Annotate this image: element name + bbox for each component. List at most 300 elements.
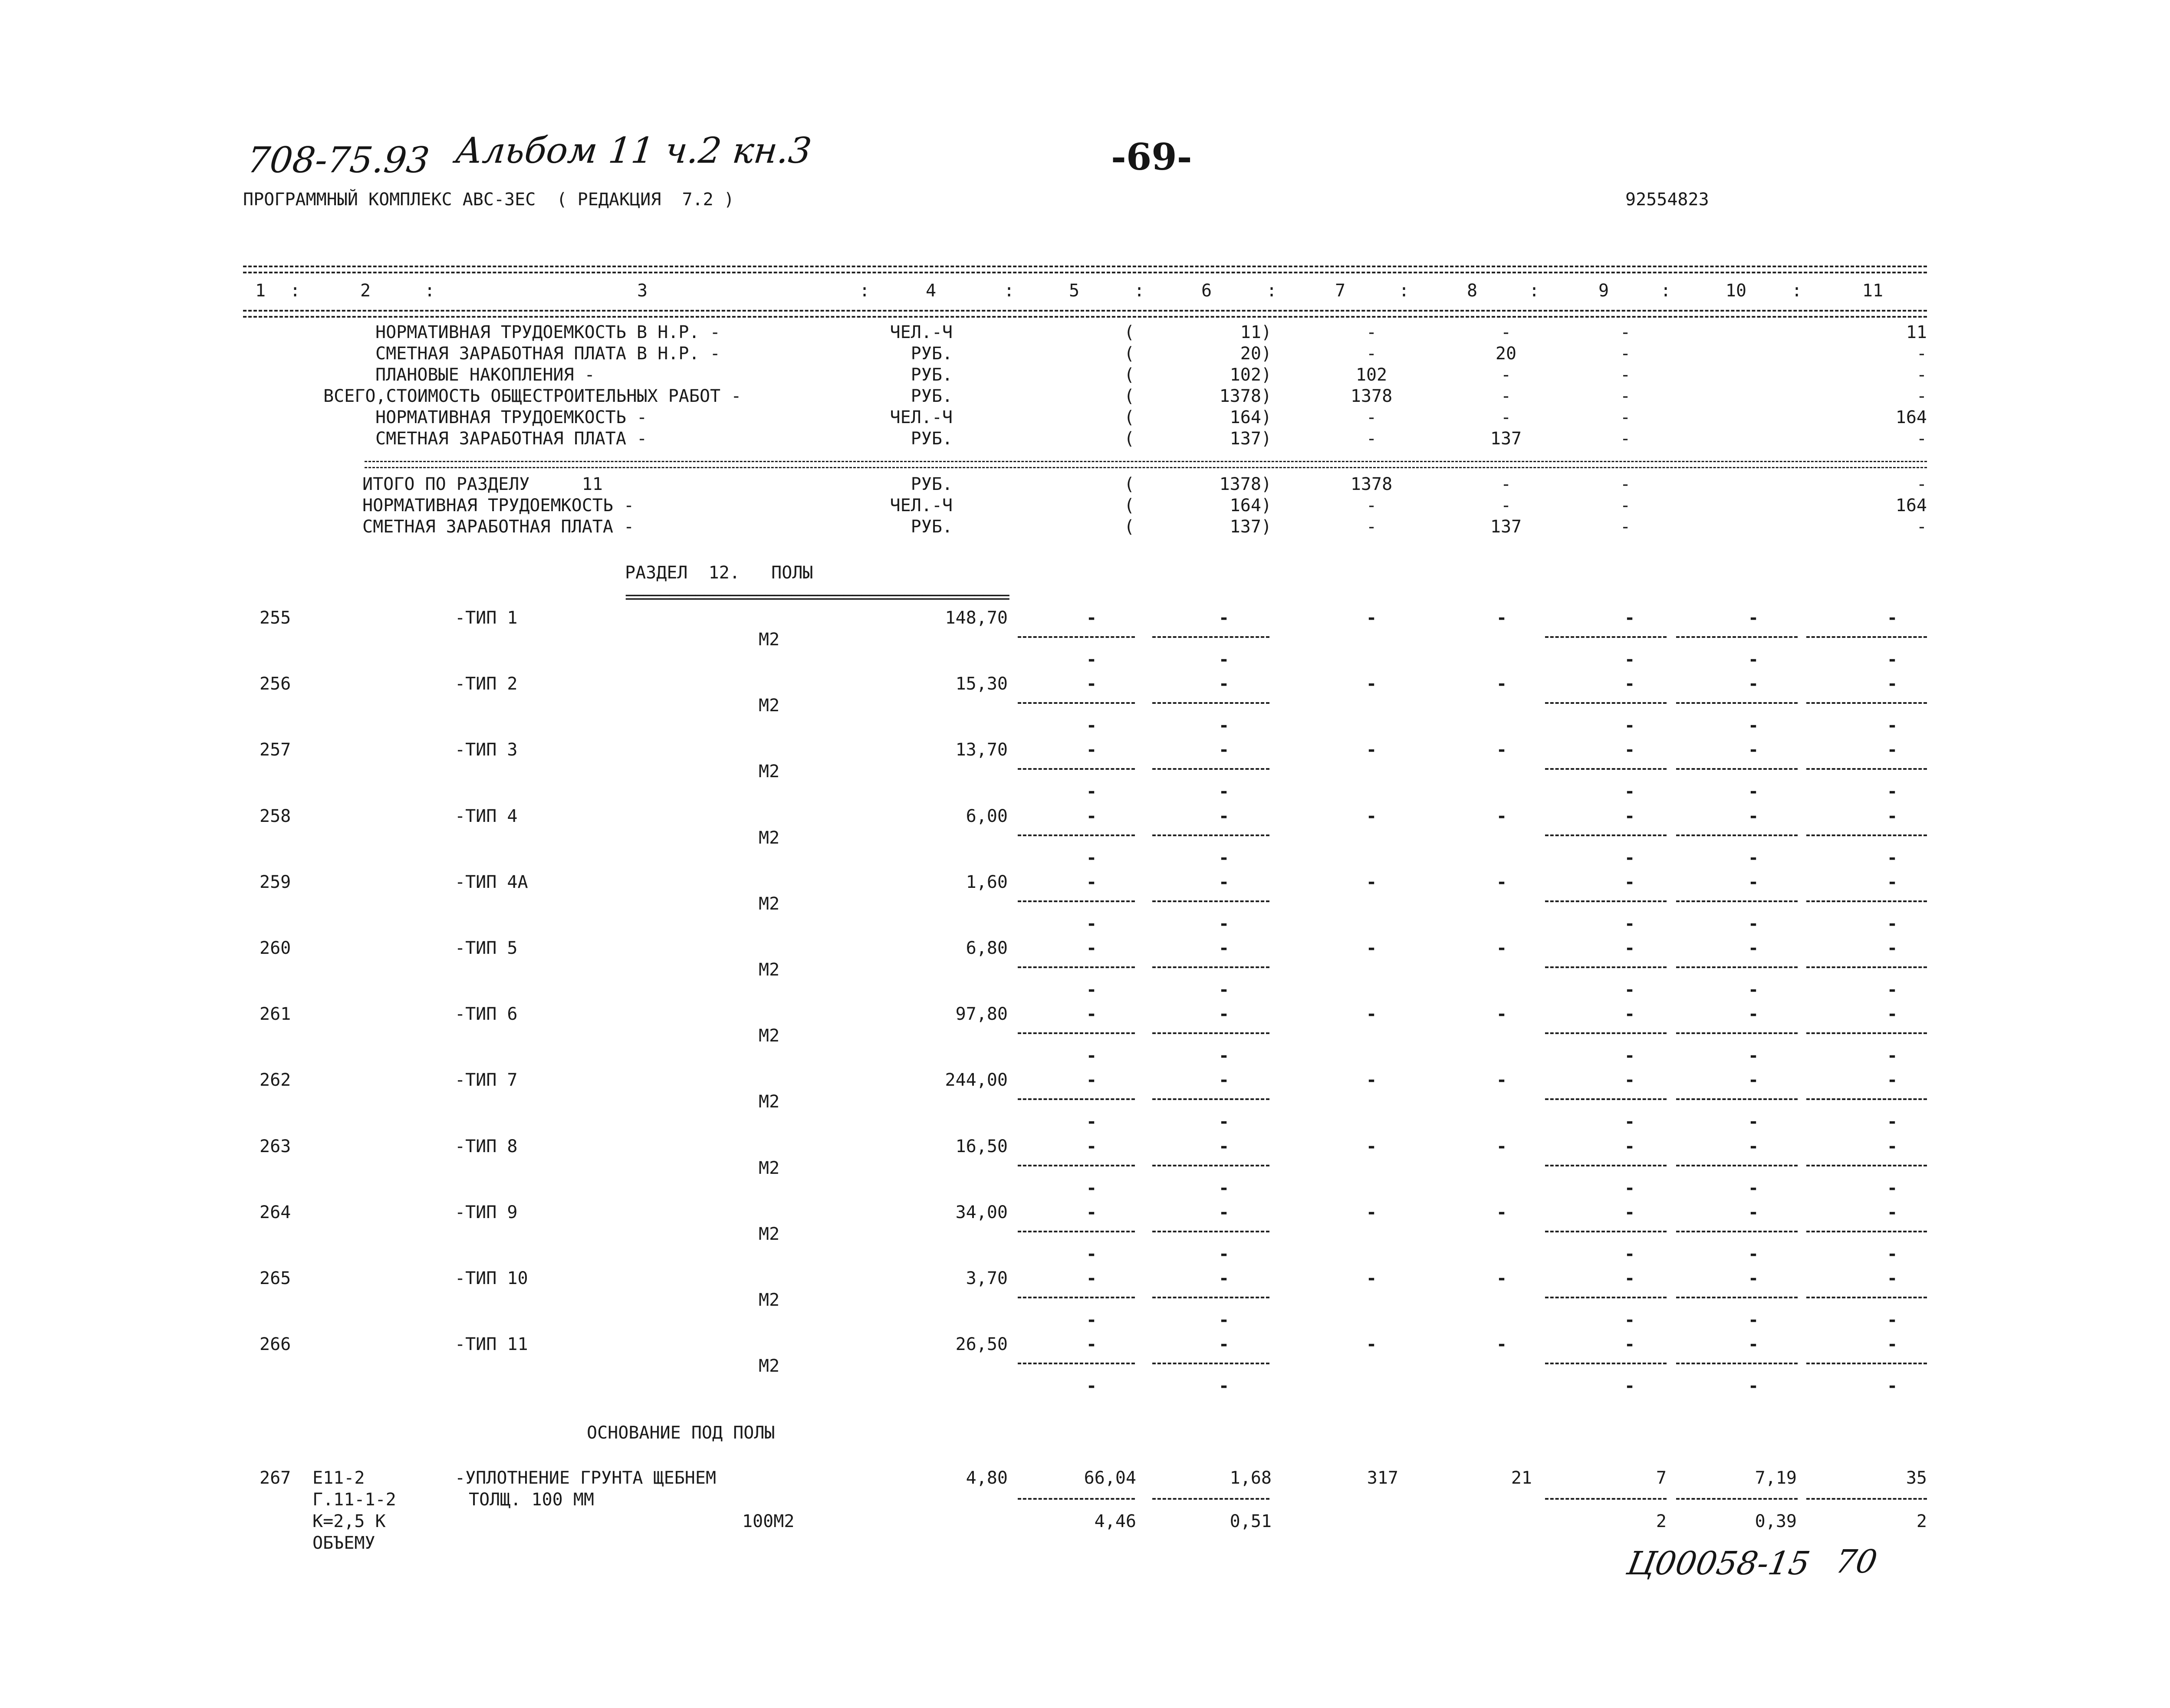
summary-unit: РУБ. — [911, 386, 953, 406]
empty-cell-dash: - — [1366, 740, 1377, 760]
item-name: -ТИП 2 — [455, 674, 518, 694]
empty-cell-dash: - — [1086, 650, 1097, 670]
item-unit: М2 — [759, 630, 780, 650]
column-number: 10 — [1725, 281, 1747, 301]
fraction-line — [1545, 966, 1667, 968]
empty-cell-dash: - — [1887, 872, 1898, 892]
item-name: -ТИП 4А — [455, 872, 528, 892]
empty-cell-dash: - — [1086, 1070, 1097, 1090]
item-name: -ТИП 5 — [455, 938, 518, 958]
subsection-title: ОСНОВАНИЕ ПОД ПОЛЫ — [587, 1423, 775, 1443]
item-qty: 4,80 — [966, 1468, 1008, 1488]
summary-label: НОРМАТИВНАЯ ТРУДОЕМКОСТЬ - — [375, 407, 648, 427]
fraction-line — [1152, 1297, 1269, 1298]
empty-cell-dash: - — [1887, 914, 1898, 934]
summary-col9: - — [1620, 517, 1631, 537]
empty-cell-dash: - — [1887, 650, 1898, 670]
summary-paren: ( — [1124, 322, 1135, 342]
summary-label: СМЕТНАЯ ЗАРАБОТНАЯ ПЛАТА В Н.Р. - — [375, 344, 720, 364]
empty-cell-dash: - — [1366, 806, 1377, 826]
summary-col7: - — [1366, 517, 1377, 537]
empty-cell-dash: - — [1624, 980, 1635, 1000]
empty-cell-dash: - — [1218, 1244, 1230, 1264]
item-unit: М2 — [759, 960, 780, 980]
col6-bottom: 0,51 — [1230, 1511, 1272, 1531]
empty-cell-dash: - — [1218, 1202, 1230, 1222]
empty-cell-dash: - — [1218, 1004, 1230, 1024]
summary-col8: - — [1500, 365, 1512, 385]
summary-col8: - — [1500, 496, 1512, 516]
summary-col6: 137) — [1230, 429, 1272, 449]
empty-cell-dash: - — [1624, 782, 1635, 801]
item-name: -ТИП 10 — [455, 1268, 528, 1288]
empty-cell-dash: - — [1887, 608, 1898, 628]
item-name: -ТИП 8 — [455, 1136, 518, 1156]
column-number: 6 — [1201, 281, 1212, 301]
fraction-line — [1545, 768, 1667, 770]
empty-cell-dash: - — [1887, 1136, 1898, 1156]
footer-page: 70 — [1832, 1543, 1880, 1580]
fraction-line — [1545, 1165, 1667, 1166]
fraction-line — [1018, 1098, 1135, 1100]
empty-cell-dash: - — [1624, 872, 1635, 892]
empty-cell-dash: - — [1086, 1376, 1097, 1396]
empty-cell-dash: - — [1366, 608, 1377, 628]
empty-cell-dash: - — [1748, 608, 1759, 628]
empty-cell-dash: - — [1624, 1334, 1635, 1354]
fraction-line — [1018, 1165, 1135, 1166]
summary-col8: 137 — [1490, 517, 1522, 537]
empty-cell-dash: - — [1624, 650, 1635, 670]
fraction-line — [1018, 1297, 1135, 1298]
col8-value: 21 — [1511, 1468, 1532, 1488]
item-name: -ТИП 11 — [455, 1334, 528, 1354]
empty-cell-dash: - — [1218, 938, 1230, 958]
summary-col9: - — [1620, 322, 1631, 342]
empty-cell-dash: - — [1366, 1268, 1377, 1288]
summary-separator — [365, 461, 1927, 462]
empty-cell-dash: - — [1086, 740, 1097, 760]
empty-cell-dash: - — [1887, 1202, 1898, 1222]
summary-col11: - — [1916, 365, 1927, 385]
empty-cell-dash: - — [1624, 1202, 1635, 1222]
fraction-line — [1545, 702, 1667, 704]
empty-cell-dash: - — [1748, 1376, 1759, 1396]
fraction-line — [1676, 1363, 1798, 1364]
item-unit: М2 — [759, 1224, 780, 1244]
col10-top: 7,19 — [1755, 1468, 1797, 1488]
empty-cell-dash: - — [1748, 1268, 1759, 1288]
summary-label: СМЕТНАЯ ЗАРАБОТНАЯ ПЛАТА - — [362, 517, 635, 537]
fraction-line — [1152, 1165, 1269, 1166]
item-code-line: Е11-2 — [312, 1468, 365, 1488]
column-number: 7 — [1335, 281, 1346, 301]
fraction-line — [1152, 1098, 1269, 1100]
col6-top: 1,68 — [1230, 1468, 1272, 1488]
summary-unit: ЧЕЛ.-Ч — [890, 407, 953, 427]
fraction-line — [1806, 966, 1927, 968]
summary-col9: - — [1620, 407, 1631, 427]
fraction-line — [1152, 900, 1269, 902]
empty-cell-dash: - — [1366, 1334, 1377, 1354]
item-number: 262 — [260, 1070, 291, 1090]
item-unit: М2 — [759, 696, 780, 716]
item-name: -ТИП 7 — [455, 1070, 518, 1090]
fraction-line — [1545, 900, 1667, 902]
empty-cell-dash: - — [1624, 1244, 1635, 1264]
fraction-line — [1018, 636, 1135, 638]
empty-cell-dash: - — [1748, 848, 1759, 868]
item-qty: 16,50 — [955, 1136, 1008, 1156]
empty-cell-dash: - — [1748, 1334, 1759, 1354]
column-separator: : — [859, 281, 870, 301]
empty-cell-dash: - — [1748, 914, 1759, 934]
fraction-line — [1806, 1363, 1927, 1364]
item-qty: 97,80 — [955, 1004, 1008, 1024]
empty-cell-dash: - — [1624, 914, 1635, 934]
col9-bottom: 2 — [1656, 1511, 1667, 1531]
item-unit: М2 — [759, 1026, 780, 1046]
fraction-line — [1806, 1165, 1927, 1166]
item-unit: 100М2 — [742, 1511, 795, 1531]
empty-cell-dash: - — [1748, 1178, 1759, 1198]
fraction-line — [1152, 1231, 1269, 1232]
fraction-line — [1676, 1231, 1798, 1232]
fraction-line — [1806, 1297, 1927, 1298]
empty-cell-dash: - — [1624, 1070, 1635, 1090]
summary-col11: 11 — [1906, 322, 1927, 342]
item-code-line: Г.11-1-2 — [312, 1490, 396, 1510]
empty-cell-dash: - — [1624, 740, 1635, 760]
fraction-line — [1676, 834, 1798, 836]
empty-cell-dash: - — [1496, 1004, 1507, 1024]
fraction-line — [1018, 768, 1135, 770]
item-number: 257 — [260, 740, 291, 760]
column-number: 3 — [637, 281, 648, 301]
empty-cell-dash: - — [1086, 980, 1097, 1000]
empty-cell-dash: - — [1624, 716, 1635, 736]
column-separator: : — [1266, 281, 1277, 301]
empty-cell-dash: - — [1218, 650, 1230, 670]
empty-cell-dash: - — [1218, 1046, 1230, 1066]
summary-unit: РУБ. — [911, 429, 953, 449]
program-line: ПРОГРАММНЫЙ КОМПЛЕКС АВС-3ЕС ( РЕДАКЦИЯ 7.2 ) — [243, 190, 734, 210]
item-qty: 34,00 — [955, 1202, 1008, 1222]
empty-cell-dash: - — [1496, 938, 1507, 958]
summary-col8: - — [1500, 407, 1512, 427]
empty-cell-dash: - — [1887, 1178, 1898, 1198]
empty-cell-dash: - — [1887, 1310, 1898, 1330]
item-number: 263 — [260, 1136, 291, 1156]
empty-cell-dash: - — [1748, 1244, 1759, 1264]
summary-col7: - — [1366, 407, 1377, 427]
summary-col6: 1378) — [1219, 474, 1272, 494]
empty-cell-dash: - — [1218, 806, 1230, 826]
empty-cell-dash: - — [1624, 1004, 1635, 1024]
empty-cell-dash: - — [1218, 1268, 1230, 1288]
empty-cell-dash: - — [1887, 782, 1898, 801]
summary-unit: РУБ. — [911, 474, 953, 494]
summary-col7: 1378 — [1350, 474, 1393, 494]
column-separator: : — [1529, 281, 1540, 301]
empty-cell-dash: - — [1366, 872, 1377, 892]
summary-col9: - — [1620, 386, 1631, 406]
summary-col11: - — [1916, 344, 1927, 364]
fraction-line — [1676, 1098, 1798, 1100]
footer-code: Ц00058-15 — [1624, 1545, 1813, 1582]
fraction-line — [1545, 1498, 1667, 1500]
fraction-line — [1545, 1297, 1667, 1298]
item-number: 255 — [260, 608, 291, 628]
summary-col6: 164) — [1230, 496, 1272, 516]
summary-col7: - — [1366, 322, 1377, 342]
summary-col9: - — [1620, 344, 1631, 364]
fraction-line — [1806, 636, 1927, 638]
empty-cell-dash: - — [1624, 938, 1635, 958]
empty-cell-dash: - — [1496, 1268, 1507, 1288]
empty-cell-dash: - — [1496, 872, 1507, 892]
fraction-line — [1152, 1498, 1269, 1500]
fraction-line — [1018, 1032, 1135, 1034]
summary-col8: - — [1500, 322, 1512, 342]
summary-col9: - — [1620, 496, 1631, 516]
summary-separator-2 — [365, 467, 1927, 468]
fraction-line — [1806, 1098, 1927, 1100]
summary-col9: - — [1620, 429, 1631, 449]
empty-cell-dash: - — [1887, 1004, 1898, 1024]
fraction-line — [1676, 1032, 1798, 1034]
summary-col6: 11) — [1240, 322, 1272, 342]
item-unit: М2 — [759, 828, 780, 848]
empty-cell-dash: - — [1086, 1112, 1097, 1132]
doc-code: 92554823 — [1625, 190, 1709, 210]
summary-col6: 164) — [1230, 407, 1272, 427]
empty-cell-dash: - — [1366, 1136, 1377, 1156]
item-name-line: -УПЛОТНЕНИЕ ГРУНТА ЩЕБНЕМ — [455, 1468, 717, 1488]
fraction-line — [1676, 900, 1798, 902]
fraction-line — [1545, 1032, 1667, 1034]
fraction-line — [1806, 1032, 1927, 1034]
empty-cell-dash: - — [1218, 980, 1230, 1000]
empty-cell-dash: - — [1887, 674, 1898, 694]
empty-cell-dash: - — [1086, 1046, 1097, 1066]
summary-unit: ЧЕЛ.-Ч — [890, 496, 953, 516]
col11-bottom: 2 — [1916, 1511, 1927, 1531]
empty-cell-dash: - — [1748, 806, 1759, 826]
fraction-line — [1806, 702, 1927, 704]
summary-label: СМЕТНАЯ ЗАРАБОТНАЯ ПЛАТА - — [375, 429, 648, 449]
empty-cell-dash: - — [1086, 1244, 1097, 1264]
fraction-line — [1018, 1231, 1135, 1232]
empty-cell-dash: - — [1218, 1070, 1230, 1090]
col11-top: 35 — [1906, 1468, 1927, 1488]
item-unit: М2 — [759, 1290, 780, 1310]
empty-cell-dash: - — [1748, 1112, 1759, 1132]
empty-cell-dash: - — [1624, 608, 1635, 628]
empty-cell-dash: - — [1887, 1112, 1898, 1132]
empty-cell-dash: - — [1496, 1202, 1507, 1222]
item-name: -ТИП 3 — [455, 740, 518, 760]
summary-label: ВСЕГО,СТОИМОСТЬ ОБЩЕСТРОИТЕЛЬНЫХ РАБОТ - — [323, 386, 742, 406]
item-number: 260 — [260, 938, 291, 958]
fraction-line — [1018, 900, 1135, 902]
empty-cell-dash: - — [1624, 1310, 1635, 1330]
fraction-line — [1545, 636, 1667, 638]
fraction-line — [1806, 900, 1927, 902]
col10-bottom: 0,39 — [1755, 1511, 1797, 1531]
empty-cell-dash: - — [1496, 674, 1507, 694]
header-rule-bottom — [243, 310, 1927, 312]
item-number: 258 — [260, 806, 291, 826]
col5-bottom: 4,46 — [1094, 1511, 1136, 1531]
item-qty: 148,70 — [945, 608, 1008, 628]
empty-cell-dash: - — [1624, 806, 1635, 826]
summary-paren: ( — [1124, 365, 1135, 385]
summary-col11: 164 — [1895, 496, 1927, 516]
empty-cell-dash: - — [1496, 608, 1507, 628]
empty-cell-dash: - — [1748, 980, 1759, 1000]
empty-cell-dash: - — [1887, 1268, 1898, 1288]
empty-cell-dash: - — [1218, 914, 1230, 934]
summary-col9: - — [1620, 365, 1631, 385]
empty-cell-dash: - — [1624, 1046, 1635, 1066]
empty-cell-dash: - — [1748, 1070, 1759, 1090]
empty-cell-dash: - — [1748, 1310, 1759, 1330]
summary-col9: - — [1620, 474, 1631, 494]
empty-cell-dash: - — [1086, 1310, 1097, 1330]
summary-unit: РУБ. — [911, 517, 953, 537]
empty-cell-dash: - — [1218, 848, 1230, 868]
empty-cell-dash: - — [1218, 674, 1230, 694]
item-qty: 13,70 — [955, 740, 1008, 760]
fraction-line — [1018, 702, 1135, 704]
fraction-line — [1018, 1363, 1135, 1364]
header-rule-top — [243, 266, 1927, 267]
empty-cell-dash: - — [1366, 1070, 1377, 1090]
empty-cell-dash: - — [1624, 1178, 1635, 1198]
summary-paren: ( — [1124, 386, 1135, 406]
item-name: -ТИП 1 — [455, 608, 518, 628]
empty-cell-dash: - — [1624, 1136, 1635, 1156]
empty-cell-dash: - — [1624, 848, 1635, 868]
column-separator: : — [1003, 281, 1015, 301]
empty-cell-dash: - — [1086, 1004, 1097, 1024]
summary-col11: - — [1916, 386, 1927, 406]
empty-cell-dash: - — [1086, 1178, 1097, 1198]
summary-col8: - — [1500, 386, 1512, 406]
item-qty: 1,60 — [966, 872, 1008, 892]
fraction-line — [1806, 1231, 1927, 1232]
empty-cell-dash: - — [1748, 674, 1759, 694]
fraction-line — [1152, 1363, 1269, 1364]
fraction-line — [1545, 1363, 1667, 1364]
summary-paren: ( — [1124, 517, 1135, 537]
summary-col7: 1378 — [1350, 386, 1393, 406]
item-unit: М2 — [759, 894, 780, 914]
summary-col6: 1378) — [1219, 386, 1272, 406]
item-qty: 6,00 — [966, 806, 1008, 826]
fraction-line — [1806, 768, 1927, 770]
summary-paren: ( — [1124, 496, 1135, 516]
summary-label: ПЛАНОВЫЕ НАКОПЛЕНИЯ - — [375, 365, 595, 385]
fraction-line — [1545, 1231, 1667, 1232]
section-title: РАЗДЕЛ 12. ПОЛЫ — [625, 563, 813, 583]
empty-cell-dash: - — [1218, 1334, 1230, 1354]
empty-cell-dash: - — [1624, 1268, 1635, 1288]
empty-cell-dash: - — [1218, 716, 1230, 736]
item-qty: 15,30 — [955, 674, 1008, 694]
summary-col11: 164 — [1895, 407, 1927, 427]
empty-cell-dash: - — [1887, 1244, 1898, 1264]
summary-label: НОРМАТИВНАЯ ТРУДОЕМКОСТЬ В Н.Р. - — [375, 322, 720, 342]
empty-cell-dash: - — [1366, 674, 1377, 694]
empty-cell-dash: - — [1218, 608, 1230, 628]
empty-cell-dash: - — [1218, 1376, 1230, 1396]
summary-col7: 102 — [1355, 365, 1387, 385]
header-rule-bottom-2 — [243, 316, 1927, 318]
empty-cell-dash: - — [1887, 1046, 1898, 1066]
fraction-line — [1806, 1498, 1927, 1500]
column-number: 5 — [1069, 281, 1080, 301]
column-number: 1 — [255, 281, 266, 301]
empty-cell-dash: - — [1887, 1070, 1898, 1090]
empty-cell-dash: - — [1887, 980, 1898, 1000]
empty-cell-dash: - — [1366, 938, 1377, 958]
item-qty: 3,70 — [966, 1268, 1008, 1288]
empty-cell-dash: - — [1887, 740, 1898, 760]
empty-cell-dash: - — [1496, 806, 1507, 826]
summary-paren: ( — [1124, 344, 1135, 364]
section-title-underline: ============================================ — [625, 587, 1009, 607]
item-qty: 26,50 — [955, 1334, 1008, 1354]
empty-cell-dash: - — [1887, 938, 1898, 958]
empty-cell-dash: - — [1086, 914, 1097, 934]
empty-cell-dash: - — [1887, 806, 1898, 826]
item-number: 266 — [260, 1334, 291, 1354]
fraction-line — [1545, 1098, 1667, 1100]
fraction-line — [1545, 834, 1667, 836]
summary-paren: ( — [1124, 429, 1135, 449]
empty-cell-dash: - — [1086, 716, 1097, 736]
empty-cell-dash: - — [1748, 1004, 1759, 1024]
page-number: -69- — [1111, 135, 1192, 178]
column-number: 8 — [1466, 281, 1478, 301]
column-separator: : — [1791, 281, 1802, 301]
empty-cell-dash: - — [1748, 782, 1759, 801]
item-number: 267 — [260, 1468, 291, 1488]
summary-col8: 137 — [1490, 429, 1522, 449]
empty-cell-dash: - — [1218, 1112, 1230, 1132]
empty-cell-dash: - — [1887, 1376, 1898, 1396]
empty-cell-dash: - — [1496, 1070, 1507, 1090]
summary-col8: 20 — [1495, 344, 1517, 364]
column-number: 2 — [360, 281, 371, 301]
summary-col7: - — [1366, 344, 1377, 364]
summary-paren: ( — [1124, 474, 1135, 494]
fraction-line — [1676, 702, 1798, 704]
fraction-line — [1676, 966, 1798, 968]
summary-col6: 20) — [1240, 344, 1272, 364]
col5-top: 66,04 — [1084, 1468, 1136, 1488]
empty-cell-dash: - — [1218, 782, 1230, 801]
fraction-line — [1018, 834, 1135, 836]
item-name: -ТИП 4 — [455, 806, 518, 826]
empty-cell-dash: - — [1366, 1202, 1377, 1222]
summary-label: НОРМАТИВНАЯ ТРУДОЕМКОСТЬ - — [362, 496, 635, 516]
empty-cell-dash: - — [1086, 938, 1097, 958]
summary-unit: РУБ. — [911, 344, 953, 364]
summary-col6: 102) — [1230, 365, 1272, 385]
